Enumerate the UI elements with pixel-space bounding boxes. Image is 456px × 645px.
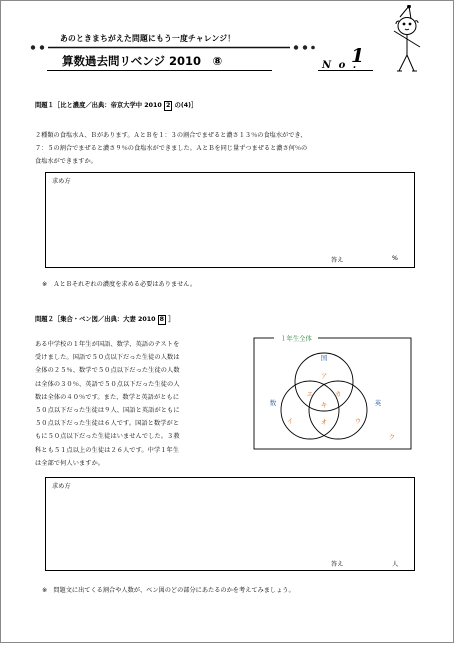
problem2-line: もに５０点以下だった生徒はいませんでした。３教 bbox=[35, 433, 180, 441]
problem1-note: ※ ＡとＢそれぞれの濃度を求める必要はありません。 bbox=[42, 281, 197, 288]
problem2-line: ある中学校の１年生が国語、数学、英語のテストを bbox=[35, 341, 180, 348]
page-title: 算数過去問リベンジ 2010 ⑧ bbox=[62, 54, 223, 68]
problem1-work-label: 求め方 bbox=[52, 178, 71, 185]
problem1-line: ７：５の割合でまぜると濃さ９％の食塩水ができました。ＡとＢを同じ量ずつまぜると濃さ何％の bbox=[35, 145, 308, 152]
venn-region-label: エ bbox=[306, 390, 314, 398]
venn-region-label: ア bbox=[320, 372, 328, 380]
problem2-answer-unit: 人 bbox=[392, 561, 399, 568]
problem2-line: ５０点以下だった生徒は６人です。国語と数学がと bbox=[35, 420, 180, 428]
problem2-work-label: 求め方 bbox=[52, 483, 71, 490]
problem1-heading-suffix: の(4)］ bbox=[174, 102, 198, 109]
problem1-line: 食塩水ができますか。 bbox=[35, 158, 97, 165]
venn-set-label-sugaku: 数 bbox=[269, 399, 277, 407]
problem2-heading-prefix: 問題２［集合・ベン図／出典：大妻 2010 bbox=[35, 316, 156, 323]
mascot-illustration bbox=[380, 5, 430, 75]
problem2-line: 科とも５１点以上の生徒は２６人です。中学１年生 bbox=[35, 446, 180, 454]
problem1-heading bbox=[35, 100, 197, 111]
venn-universe-label: １年生全体 bbox=[280, 335, 312, 343]
venn-set-label-eigo: 英 bbox=[374, 399, 382, 407]
venn-region-label: キ bbox=[320, 401, 328, 409]
problem2-line: 数は全体の４０％です。また、数学と英語がともに bbox=[35, 393, 180, 401]
tagline: あのときまちがえた問題にもう一度チャレンジ！ bbox=[60, 34, 236, 43]
problem1-text bbox=[35, 129, 307, 168]
problem2-line: は全部で何人いますか。 bbox=[35, 459, 105, 467]
problem2-line: は全体の３０％、英語で５０点以下だった生徒の人 bbox=[35, 380, 180, 388]
problem1-heading-boxed-number: 2 bbox=[165, 102, 171, 109]
venn-region-label: イ bbox=[286, 417, 294, 425]
venn-diagram bbox=[252, 330, 414, 452]
problem2-work-area[interactable] bbox=[45, 477, 415, 571]
venn-region-label: ウ bbox=[354, 417, 362, 425]
number-value: 1 bbox=[351, 45, 365, 67]
problem1-work-area[interactable] bbox=[45, 172, 415, 268]
problem2-line: 全体の２５％、数学で５０点以下だった生徒の人数 bbox=[35, 367, 180, 375]
problem2-text bbox=[35, 338, 247, 470]
problem2-note: ※ 問題文に出てくる割合や人数が、ベン図のどの部分にあたるのかを考えてみましょう。 bbox=[42, 587, 295, 594]
problem2-heading-boxed-number: 8 bbox=[159, 316, 165, 323]
venn-region-label: ク bbox=[388, 433, 396, 441]
problem1-answer-unit: % bbox=[392, 255, 398, 262]
problem2-line: 受けました。国語で５０点以下だった生徒の人数は bbox=[35, 354, 180, 362]
problem2-line: ５０点以下だった生徒は９人、国語と英語がともに bbox=[35, 407, 180, 415]
problem2-answer-label: 答え bbox=[331, 561, 344, 568]
number-underline bbox=[318, 70, 373, 71]
problem1-line: ２種類の食塩水Ａ、Ｂがあります。ＡとＢを１：３の割合でまぜると濃さ１３％の食塩水ができ、 bbox=[35, 132, 307, 139]
problem1-answer-label: 答え bbox=[331, 257, 344, 264]
dotted-rule bbox=[30, 45, 315, 50]
venn-set-label-kokugo: 国 bbox=[320, 354, 328, 362]
number-label: N o . bbox=[322, 60, 359, 71]
problem2-heading bbox=[35, 314, 175, 325]
problem1-heading-prefix: 問題１［比と濃度／出典：帝京大学中 2010 bbox=[35, 102, 162, 109]
problem2-heading-suffix: ］ bbox=[168, 316, 175, 323]
venn-region-label: オ bbox=[320, 418, 328, 426]
venn-region-label: カ bbox=[334, 390, 342, 398]
title-underline bbox=[47, 70, 272, 71]
